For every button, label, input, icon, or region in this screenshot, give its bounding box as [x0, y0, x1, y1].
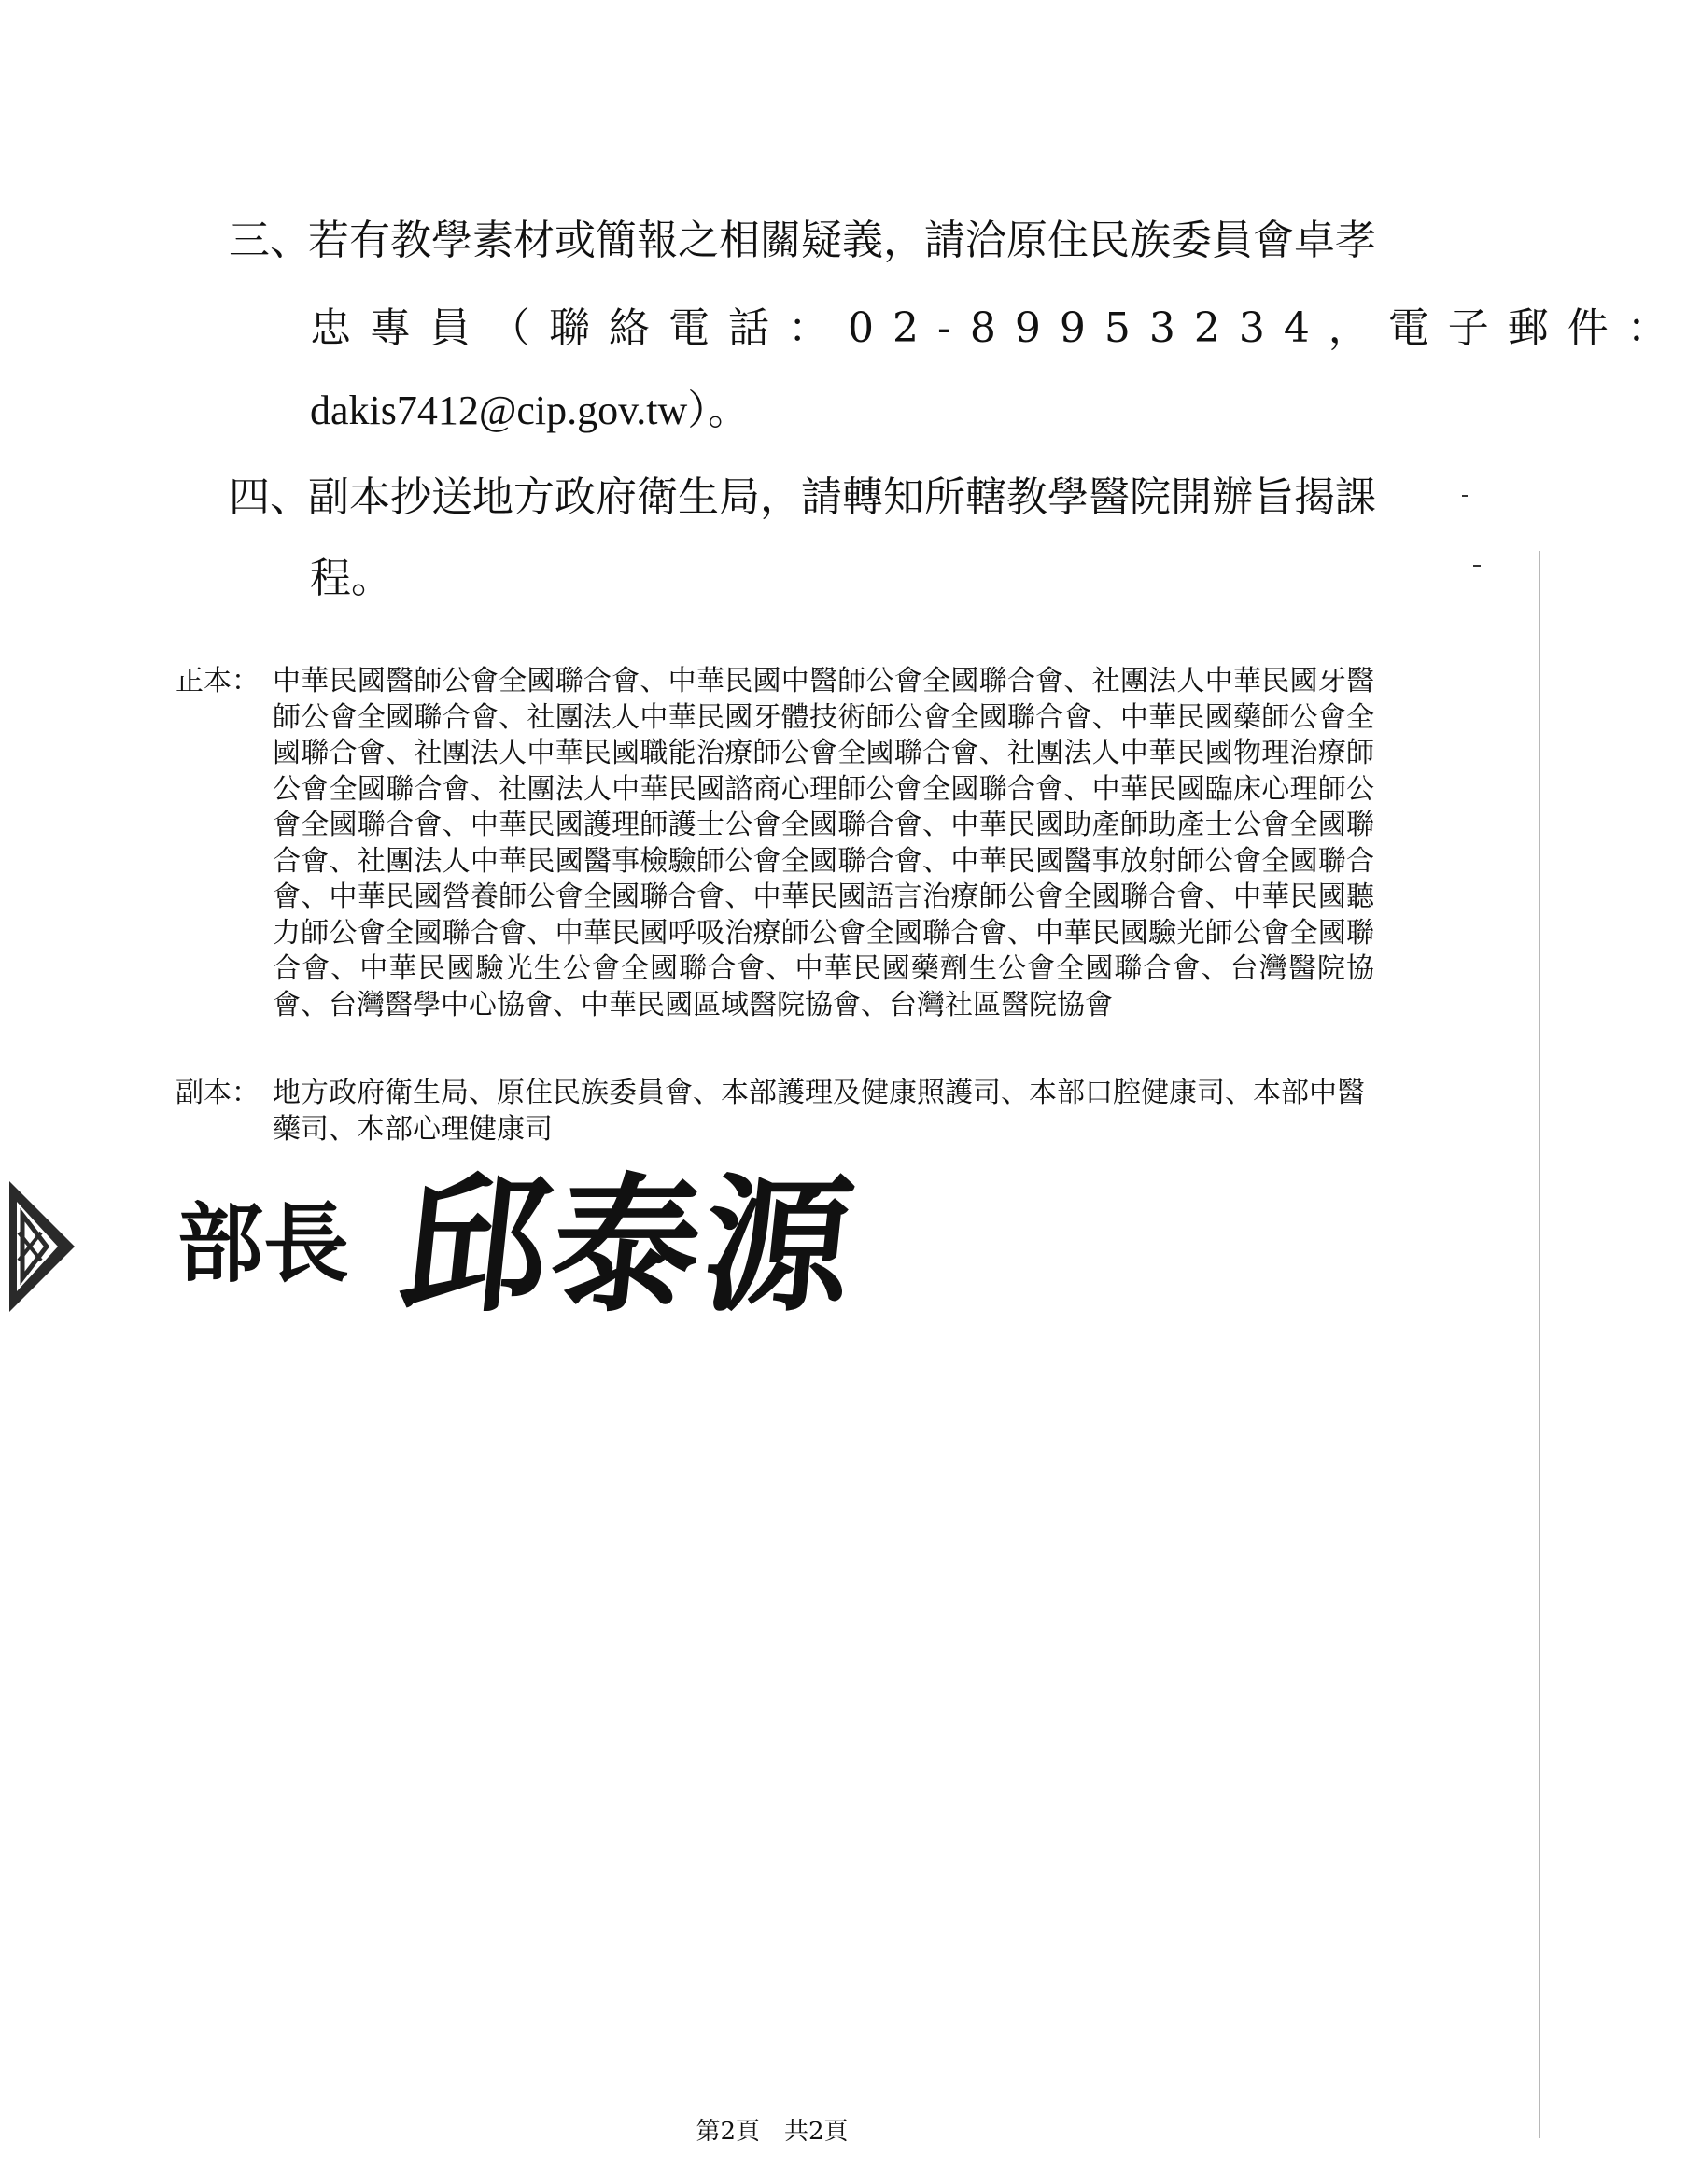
- scan-edge-line: [1539, 551, 1540, 2138]
- item-3-line-1: 若有教學素材或簡報之相關疑義，請洽原住民族委員會卓孝: [308, 217, 1376, 264]
- main-recipient-text: 中華民國醫師公會全國聯合會、中華民國中醫師公會全國聯合會、社團法人中華民國牙醫師公會全國聯合會、社團法人中華民國牙體技術師公會全國聯合會、中華民國藥師公會全國聯合會、社團法人中華民國職能治療師公會全國聯合會、社團法人中華民國物理治療師公會全國聯合會、社團法人中華民國諮商心理師公會全國聯合會、中華民國臨床心理師公會全國聯合會、中華民國護理師護士公會全國聯合會、中華民國助產師助產士公會全國聯合會、社團法人中華民國醫事檢驗師公會全國聯合會、中華民國醫事放射師公會全國聯合會、中華民國營養師公會全國聯合會、中華民國語言治療師公會全國聯合會、中華民國聽力師公會全國聯合會、中華民國呼吸治療師公會全國聯合會、中華民國驗光師公會全國聯合會、中華民國驗光生公會全國聯合會、中華民國藥劑生公會全國聯合會、台灣醫院協會、台灣醫學中心協會、中華民國區域醫院協會、台灣社區醫院協會: [273, 665, 1374, 1022]
- item-3-line-2: 忠專員（聯絡電話：02-89953234，電子郵件：: [310, 304, 1687, 352]
- main-recipient-label: 正本：: [176, 665, 260, 697]
- item-4-number: 四、: [229, 473, 311, 521]
- cc-recipient-text: 地方政府衛生局、原住民族委員會、本部護理及健康照護司、本部口腔健康司、本部中醫藥司、本部心理健康司: [273, 1077, 1365, 1146]
- item-3-line-3: dakis7412@cip.gov.tw）。: [310, 387, 750, 433]
- item-4-line-2: 程。: [310, 555, 392, 602]
- page-number: 第2頁 共2頁: [696, 2118, 849, 2146]
- cc-recipient-label: 副本：: [176, 1077, 260, 1109]
- signature-name: 邱泰源: [392, 1160, 865, 1332]
- signature-title: 部長: [177, 1193, 350, 1294]
- item-3-number: 三、: [229, 217, 311, 264]
- seal-fragment-icon: [9, 1181, 93, 1312]
- item-4-line-1: 副本抄送地方政府衛生局，請轉知所轄教學醫院開辦旨揭課: [308, 473, 1376, 521]
- scan-speck: [1473, 565, 1481, 567]
- scan-speck: [1462, 495, 1468, 497]
